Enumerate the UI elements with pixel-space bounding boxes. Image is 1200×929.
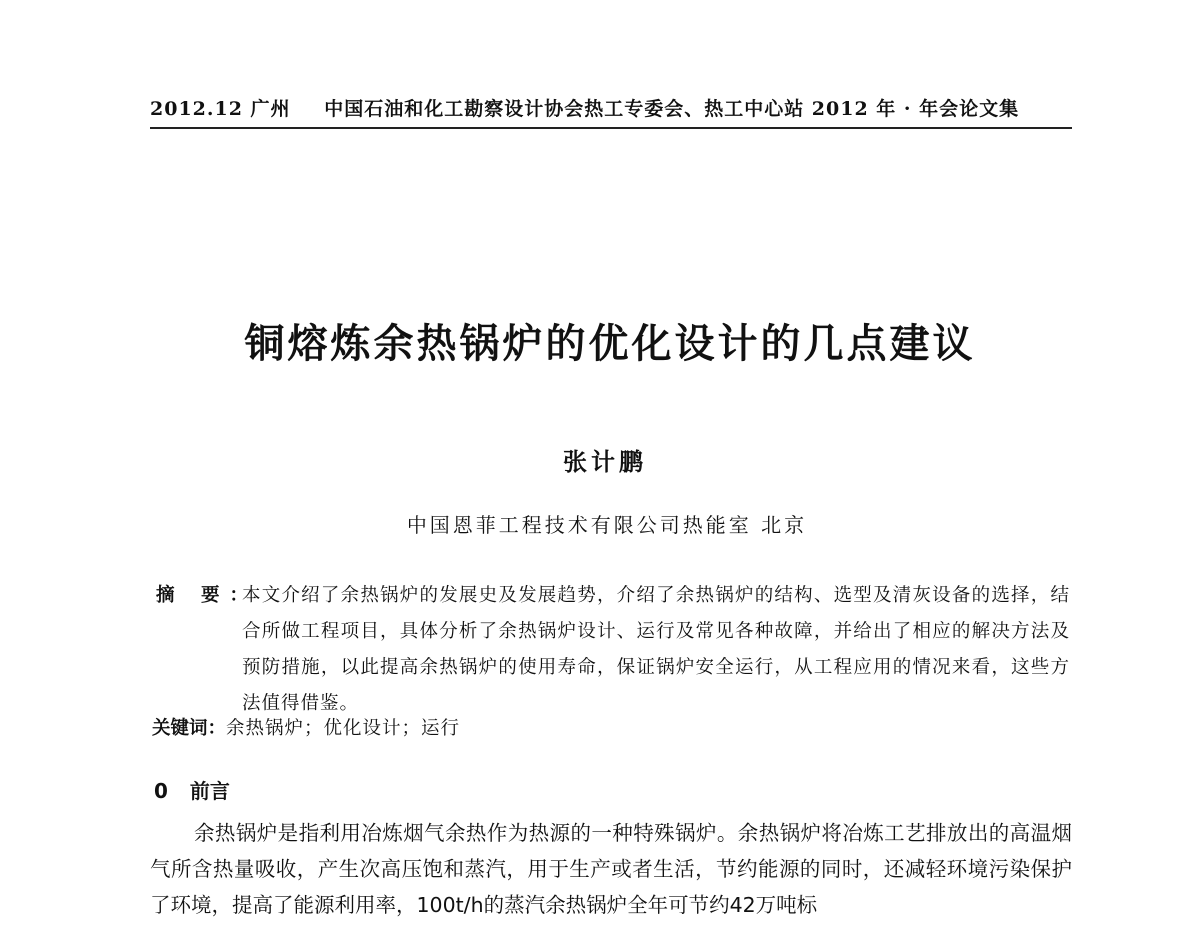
keywords (152, 714, 460, 740)
header-date-place: 2012.12 广州 (150, 98, 291, 120)
header-proceedings: 中国石油和化工勘察设计协会热工专委会、热工中心站 2012 年 · 年会论文集 (324, 98, 1020, 120)
keywords-list: 余热锅炉；优化设计；运行 (226, 718, 461, 739)
paper-title: 铜熔炼余热锅炉的优化设计的几点建议 (244, 321, 976, 367)
header-rule (150, 127, 1072, 129)
running-header (150, 94, 1070, 121)
abstract-text: 本文介绍了余热锅炉的发展史及发展趋势，介绍了余热锅炉的结构、选型及清灰设备的选择，结合所做工程项目，具体分析了余热锅炉设计、运行及常见各种故障，并给出了相应的解决方法及预防措施，以此提高余热锅炉的使用寿命，保证锅炉安全运行，从工程应用的情况来看，这些方法值得借鉴。 (242, 585, 1070, 714)
section-heading (154, 775, 230, 804)
abstract (150, 578, 1070, 722)
paper-affiliation: 中国恩菲工程技术有限公司热能室 北京 (406, 513, 808, 537)
body-paragraph: 余热锅炉是指利用冶炼烟气余热作为热源的一种特殊锅炉。余热锅炉将冶炼工艺排放出的高温烟气所含热量吸收，产生次高压饱和蒸汽，用于生产或者生活，节约能源的同时，还减轻环境污染保护了环境，提高了能源利用率，100t/h的蒸汽余热锅炉全年可节约42万吨标 (150, 821, 1072, 917)
section-number: 0 (154, 779, 168, 803)
keywords-label: 关键词： (152, 718, 227, 739)
abstract-label: 摘 要： (156, 585, 258, 606)
paper-author: 张计鹏 (563, 448, 647, 476)
section-title: 前言 (189, 779, 230, 803)
